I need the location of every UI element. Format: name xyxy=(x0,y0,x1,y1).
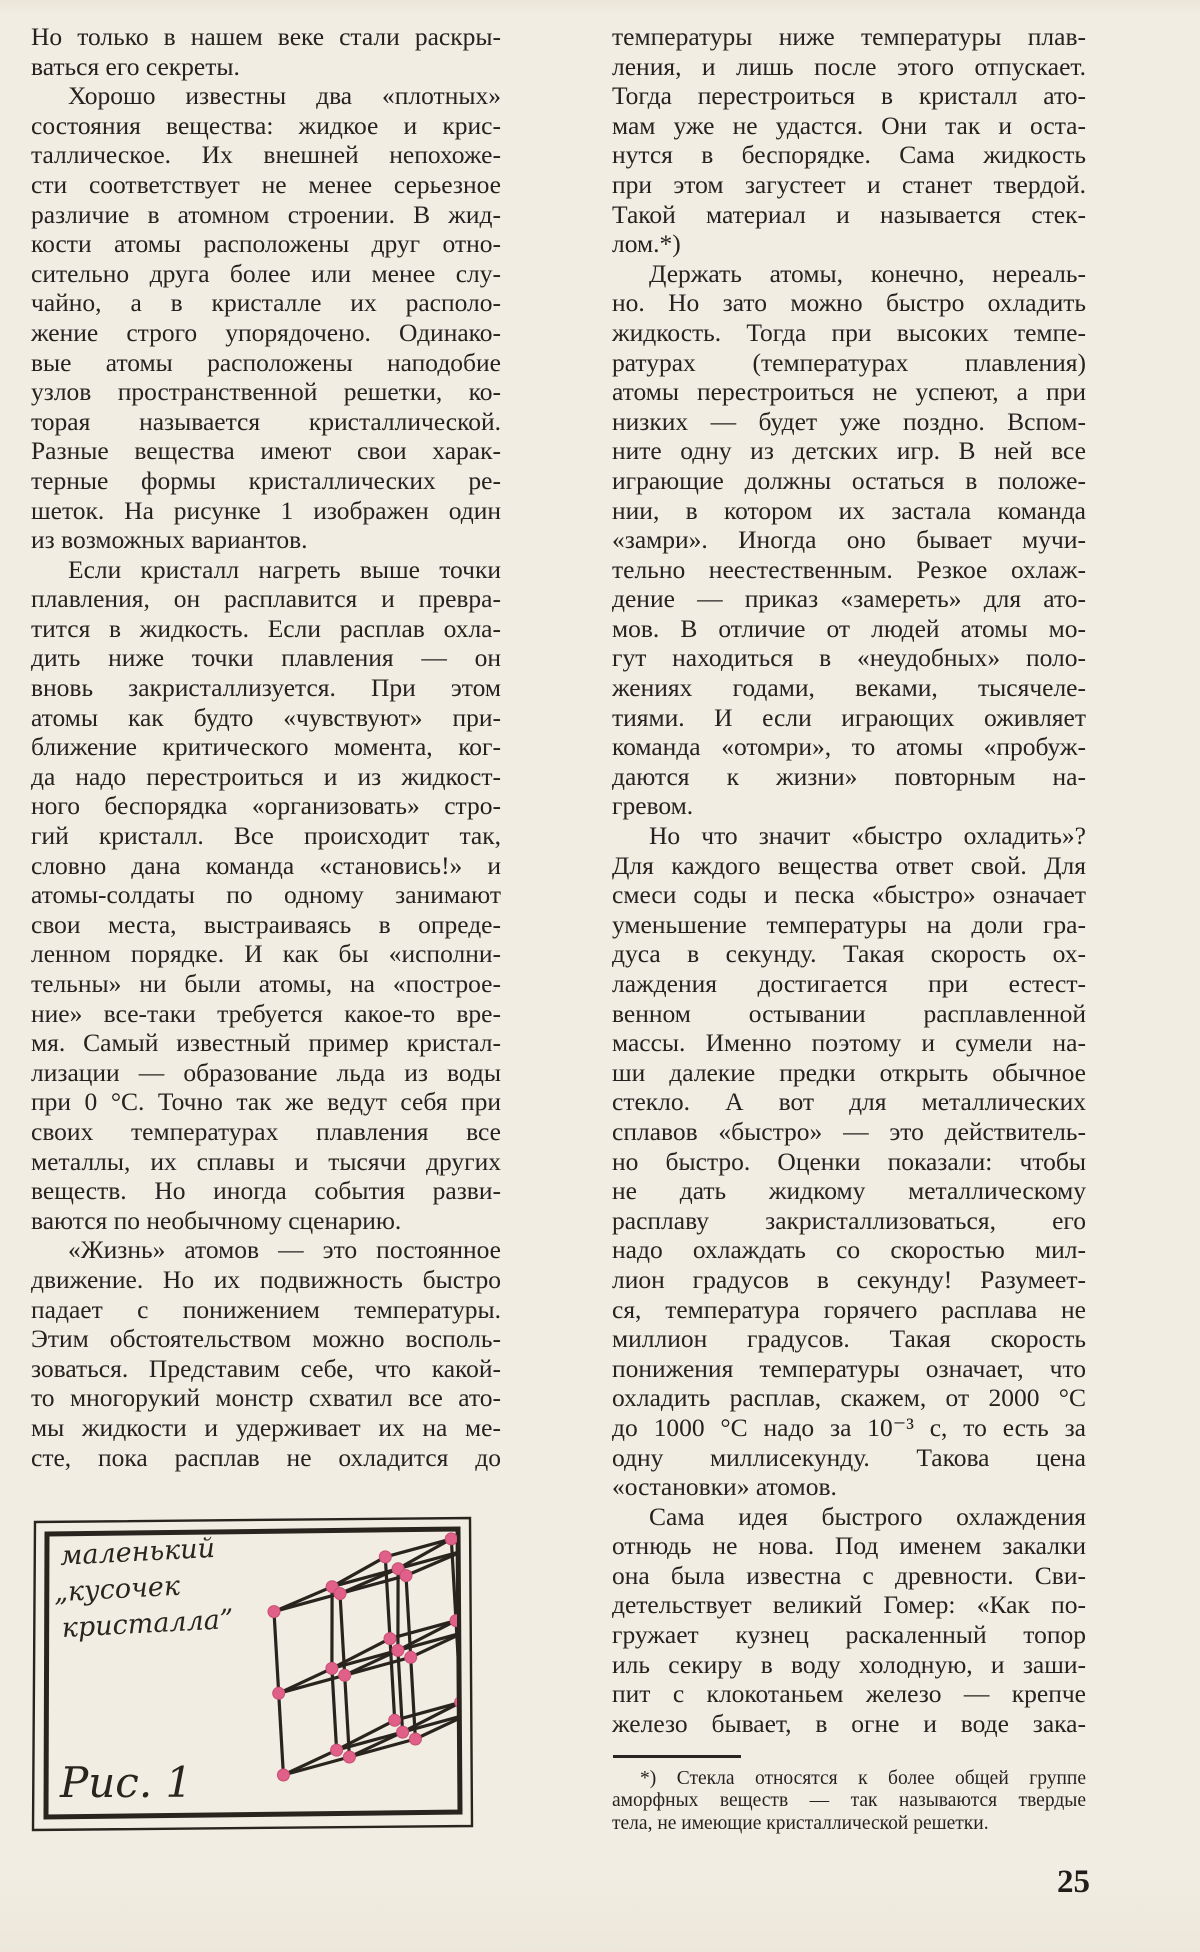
text-line: Сама идея быстрого охлаждения xyxy=(649,1501,1086,1531)
lattice-edge xyxy=(385,1539,451,1557)
text-line: «Жизнь» атомов — это постоянное xyxy=(68,1235,501,1265)
text-line: плавления, он расплавится и превра- xyxy=(31,584,501,614)
text-line: Если кристалл нагреть выше точки xyxy=(68,554,501,584)
text-line: ного беспорядка «организовать» стро- xyxy=(31,791,501,821)
figure-label-line1: маленький xyxy=(59,1532,216,1572)
lattice-edge xyxy=(398,1539,451,1569)
text-line: одну миллисекунду. Такова цена xyxy=(612,1442,1086,1472)
text-line: дуса в секунду. Такая скорость ох- xyxy=(612,939,1086,969)
lattice-node xyxy=(339,1669,351,1681)
lattice-node xyxy=(268,1606,280,1618)
text-line: ления, и лишь после этого отпускает. xyxy=(612,51,1086,81)
lattice-node xyxy=(397,1726,409,1738)
text-line: массы. Именно поэтому и сумели на- xyxy=(612,1028,1086,1058)
text-line: тиями. И если играющих оживляет xyxy=(612,702,1086,732)
right-column-text xyxy=(612,22,1086,1738)
text-line: атомы перестроиться не успеют, а при xyxy=(612,377,1086,407)
text-line: но. Но зато можно быстро охладить xyxy=(612,288,1086,318)
text-line: лом.*) xyxy=(612,229,681,259)
figure-drawing xyxy=(30,1513,475,1833)
text-line: смеси соды и песка «быстро» означает xyxy=(612,880,1086,910)
text-line: Разные вещества имеют свои харак- xyxy=(31,436,501,466)
text-line: из возможных вариантов. xyxy=(31,525,308,555)
text-line: ние» все-таки требуется какое-то вре- xyxy=(31,998,501,1028)
lattice-node xyxy=(326,1662,338,1674)
text-line: она была известна с древности. Сви- xyxy=(612,1560,1086,1590)
text-line: лион градусов в секунду! Разумеет- xyxy=(612,1264,1086,1294)
text-line: венном остывании расплавленной xyxy=(612,998,1086,1028)
text-line: да надо перестроиться и из жидкост- xyxy=(31,761,501,791)
text-line: ленном порядке. И как бы «исполни- xyxy=(31,939,501,969)
text-line: даются к жизни» повторным на- xyxy=(612,761,1086,791)
footnote-line: тела, не имеющие кристаллической решетки. xyxy=(612,1812,989,1834)
footnote-rule xyxy=(613,1755,741,1758)
text-line: тельны» ни были атомы, на «построе- xyxy=(31,969,501,998)
text-line: иль секиру в воду холодную, и заши- xyxy=(612,1649,1086,1679)
text-line: нутся в беспорядке. Сама жидкость xyxy=(612,140,1086,170)
text-line: команда «отомри», то атомы «пробуж- xyxy=(612,732,1086,762)
text-line: при 0 °С. Точно так же ведут себя при xyxy=(31,1087,501,1117)
text-line: гревом. xyxy=(612,791,694,821)
text-line: состояния вещества: жидкое и крис- xyxy=(31,110,501,140)
text-line: стекло. А вот для металлических xyxy=(612,1087,1086,1117)
figure-label-line3: кристалла” xyxy=(61,1603,235,1644)
text-line: мам уже не удастся. Они так и оста- xyxy=(612,110,1086,140)
text-line: надо охлаждать со скоростью мил- xyxy=(612,1235,1086,1265)
text-line: температуры ниже температуры плав- xyxy=(612,22,1086,51)
text-line: мя. Самый известный пример кристал- xyxy=(31,1028,501,1058)
footnote xyxy=(612,1768,1086,1835)
text-line: гут находиться в «неудобных» поло- xyxy=(612,643,1086,673)
text-line: пит с клокотаньем железо — крепче xyxy=(612,1679,1086,1709)
text-line: уменьшение температуры на доли гра- xyxy=(612,909,1086,939)
text-line: жение строго упорядочено. Одинако- xyxy=(31,317,501,347)
text-line: сительно друга более или менее слу- xyxy=(31,258,501,288)
figure-caption: Рис. 1 xyxy=(60,1758,193,1807)
text-line: ши далекие предки открыть обычное xyxy=(612,1057,1086,1087)
lattice-node xyxy=(389,1714,401,1726)
text-line: Хорошо известны два «плотных» xyxy=(68,81,501,111)
lattice-edge xyxy=(461,1684,475,1702)
lattice-node xyxy=(343,1751,355,1763)
text-line: но быстро. Оценки показали: чтобы xyxy=(612,1146,1086,1176)
text-line: жениях годами, веками, тысячеле- xyxy=(612,673,1086,703)
text-line: веществ. Но иногда события разви- xyxy=(31,1176,501,1206)
text-line: вые атомы расположены наподобие xyxy=(31,347,501,377)
lattice-node xyxy=(384,1633,396,1645)
lattice-node xyxy=(379,1551,391,1563)
lattice-node xyxy=(463,1708,475,1720)
figure-1 xyxy=(30,1513,475,1833)
text-line: при этом загустеет и станет твердой. xyxy=(612,169,1086,199)
text-line: Для каждого вещества ответ свой. Для xyxy=(612,850,1086,880)
text-line: лизации — образование льда из воды xyxy=(31,1057,501,1087)
text-line: низких — будет уже поздно. Вспом- xyxy=(612,406,1086,436)
text-line: ся, температура горячего расплава не xyxy=(612,1294,1086,1324)
text-line: сти соответствует не менее серьезное xyxy=(31,169,501,199)
text-line: торая называется кристаллической. xyxy=(31,406,501,436)
text-line: Тогда перестроиться в кристалл ато- xyxy=(612,81,1086,111)
text-line: лаждения достигается при естест- xyxy=(612,969,1086,998)
lattice-node xyxy=(405,1651,417,1663)
text-line: Такой материал и называется стек- xyxy=(612,199,1086,229)
text-line: сплавов «быстро» — это действитель- xyxy=(612,1116,1086,1146)
text-line: ваются по необычному сценарию. xyxy=(31,1205,402,1235)
text-line: свои места, выстраиваясь в опреде- xyxy=(31,909,501,939)
text-line: Этим обстоятельством можно восполь- xyxy=(31,1324,501,1354)
text-line: расплаву закристаллизоваться, его xyxy=(612,1205,1086,1235)
text-line: охладить расплав, скажем, от 2000 °С xyxy=(612,1383,1086,1413)
text-line: отнюдь не нова. Под именем закалки xyxy=(612,1531,1086,1561)
lattice-edge xyxy=(464,1632,469,1714)
lattice-drawing xyxy=(268,1515,475,1781)
text-line: ните одну из детских игр. В ней все xyxy=(612,436,1086,466)
text-line: жидкость. Тогда при высоких темпе- xyxy=(612,317,1086,347)
lattice-node xyxy=(331,1744,343,1756)
text-line: Но только в нашем веке стали раскры- xyxy=(31,22,501,51)
text-line: дение — приказ «замереть» для ато- xyxy=(612,584,1086,614)
text-line: детельствует великий Гомер: «Как по- xyxy=(612,1590,1086,1620)
text-line: падает с понижением температуры. xyxy=(31,1294,501,1324)
text-line: не дать жидкому металлическому xyxy=(612,1176,1086,1206)
text-line: сте, пока расплав не охладится до xyxy=(31,1442,501,1472)
text-line: движение. Но их подвижность быстро xyxy=(31,1264,501,1294)
text-line: ближение критического момента, ког- xyxy=(31,732,501,762)
text-line: дить ниже точки плавления — он xyxy=(31,643,501,673)
lattice-node xyxy=(277,1769,289,1781)
text-line: вновь закристаллизуется. При этом xyxy=(31,673,501,703)
figure-handwritten-label xyxy=(51,1532,234,1644)
text-line: гий кристалл. Все происходит так, xyxy=(31,821,501,851)
text-line: таллическое. Их внешней непохоже- xyxy=(31,140,501,170)
text-line: зоваться. Представим себе, что какой- xyxy=(31,1353,501,1383)
text-line: «замри». Иногда оно бывает мучи- xyxy=(612,525,1086,555)
text-line: нии, в котором их застала команда xyxy=(612,495,1086,525)
text-line: то многорукий монстр схватил все ато- xyxy=(31,1383,501,1413)
lattice-node xyxy=(392,1644,404,1656)
text-line: ваться его секреты. xyxy=(31,51,240,81)
footnote-line: *) Стекла относятся к более общей группе xyxy=(640,1768,1086,1789)
lattice-node xyxy=(445,1533,457,1545)
page-number: 25 xyxy=(1057,1864,1090,1900)
text-line: «остановки» атомов. xyxy=(612,1472,837,1502)
text-line: атомы как будто «чувствуют» при- xyxy=(31,702,501,732)
lattice-edge xyxy=(451,1539,456,1621)
text-line: металлы, их сплавы и тысячи других xyxy=(31,1146,501,1176)
text-line: железо бывает, в огне и воде зака- xyxy=(612,1708,1086,1738)
text-line: различие в атомном строении. В жид- xyxy=(31,199,501,229)
text-line: гружает кузнец раскаленный топор xyxy=(612,1620,1086,1650)
text-line: Держать атомы, конечно, нереаль- xyxy=(649,258,1086,288)
text-line: словно дана команда «становись!» и xyxy=(31,850,501,880)
text-line: тельно неестественным. Резкое охлаж- xyxy=(612,554,1086,584)
footnote-line: аморфных веществ — так называются твердые xyxy=(612,1790,1086,1812)
text-line: терные формы кристаллических ре- xyxy=(31,465,501,495)
figure-label-line2: „кусочек xyxy=(53,1570,181,1609)
lattice-edge xyxy=(332,1668,337,1750)
text-line: миллион градусов. Такая скорость xyxy=(612,1324,1086,1354)
lattice-edge xyxy=(279,1693,284,1775)
text-line: тится в жидкость. Если расплав охла- xyxy=(31,613,501,643)
text-line: до 1000 °С надо за 10⁻³ с, то есть за xyxy=(612,1412,1086,1442)
lattice-node xyxy=(334,1588,346,1600)
text-line: своих температурах плавления все xyxy=(31,1116,501,1146)
text-line: кости атомы расположены друг отно- xyxy=(31,229,501,259)
lattice-node xyxy=(273,1687,285,1699)
left-column-text xyxy=(31,22,501,1472)
lattice-edge xyxy=(274,1612,279,1694)
text-line: чайно, а в кристалле их располо- xyxy=(31,288,501,318)
text-line: понижения температуры означает, что xyxy=(612,1353,1086,1383)
lattice-node xyxy=(400,1570,412,1582)
text-line: играющие должны остаться в положе- xyxy=(612,465,1086,495)
text-line: Но что значит «быстро охладить»? xyxy=(649,821,1086,851)
text-line: узлов пространственной решетки, ко- xyxy=(31,377,501,407)
text-line: ратурах (температурах плавления) xyxy=(612,347,1086,377)
text-line: атомы-солдаты по одному занимают xyxy=(31,880,501,910)
lattice-node xyxy=(409,1733,421,1745)
text-line: мы жидкости и удерживает их на ме- xyxy=(31,1412,501,1442)
text-line: мов. В отличие от людей атомы мо- xyxy=(612,613,1086,643)
lattice-edge xyxy=(385,1557,390,1639)
text-line: шеток. На рисунке 1 изображен один xyxy=(31,495,501,525)
